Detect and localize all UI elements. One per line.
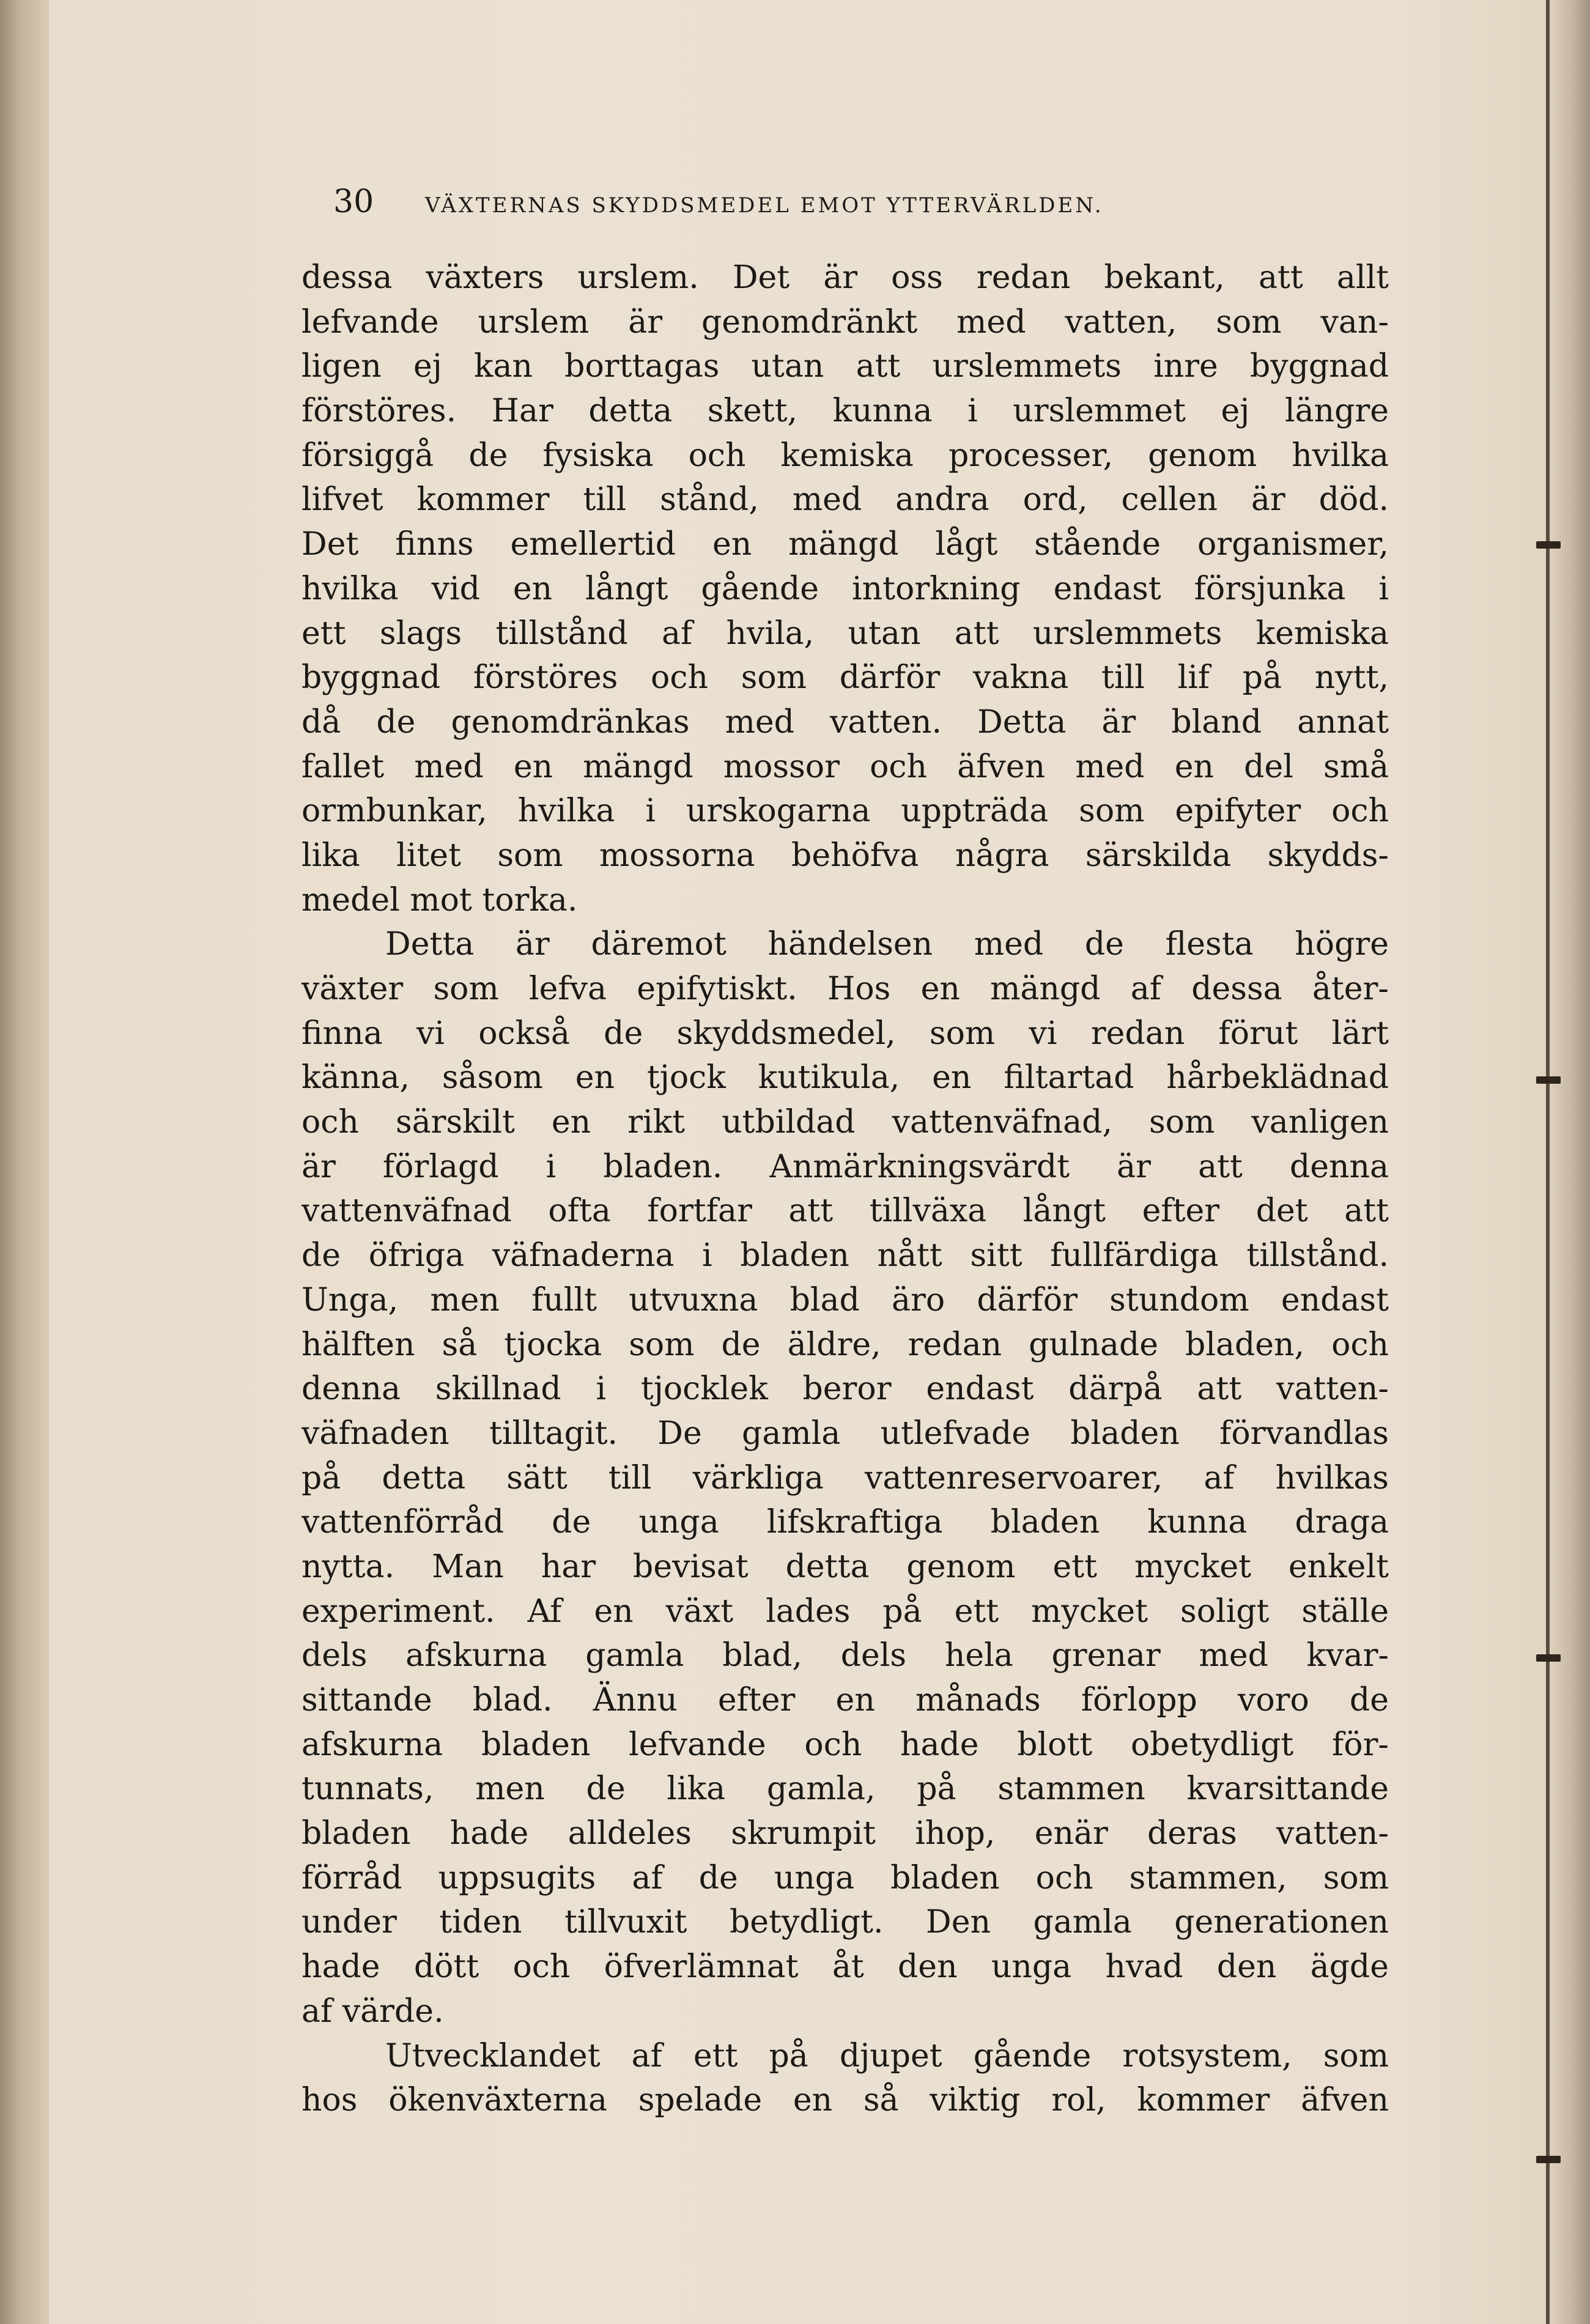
edge-mark: [1536, 1076, 1561, 1084]
text-line: vattenförråd de unga lifskraftiga bladen kunna draga: [301, 1504, 1389, 1541]
text-line: lifvet kommer till stånd, med andra ord, cellen är död.: [301, 481, 1389, 519]
text-line: medel mot torka.: [301, 881, 578, 919]
text-line: de öfriga väfnaderna i bladen nått sitt fullfärdiga tillstånd.: [301, 1237, 1389, 1275]
text-line: väfnaden tilltagit. De gamla utlefvade bladen förvandlas: [301, 1415, 1389, 1452]
text-line: dessa växters urslem. Det är oss redan bekant, att allt: [301, 259, 1389, 296]
text-line: hälften så tjocka som de äldre, redan gulnade bladen, och: [301, 1326, 1389, 1363]
text-line: ormbunkar, hvilka i urskogarna uppträda som epifyter och: [301, 793, 1389, 830]
page-edge-line: [1546, 0, 1550, 2324]
text-line: då de genomdränkas med vatten. Detta är bland annat: [301, 703, 1389, 741]
text-line: sittande blad. Ännu efter en månads förlopp voro de: [301, 1682, 1389, 1719]
text-line: hos ökenväxterna spelade en så viktig rol, kommer äfven: [301, 2082, 1389, 2119]
text-line: experiment. Af en växt lades på ett mycket soligt ställe: [301, 1593, 1389, 1630]
edge-mark: [1536, 1654, 1561, 1662]
text-line: Det finns emellertid en mängd lågt stående organismer,: [301, 526, 1389, 563]
page-header: [333, 183, 1263, 226]
page-edge-shadow: [1547, 0, 1590, 2324]
running-title: VÄXTERNAS SKYDDSMEDEL EMOT YTTERVÄRLDEN.: [425, 193, 1104, 218]
page-number: 30: [333, 183, 374, 220]
text-line: känna, såsom en tjock kutikula, en filtartad hårbeklädnad: [301, 1059, 1389, 1097]
text-line: och särskilt en rikt utbildad vattenväfnad, som vanligen: [301, 1104, 1389, 1141]
text-line: på detta sätt till värkliga vattenreservoarer, af hvilkas: [301, 1459, 1389, 1497]
text-line: Utvecklandet af ett på djupet gående rotsystem, som: [385, 2037, 1389, 2074]
text-line: af värde.: [301, 1993, 444, 2030]
text-line: ett slags tillstånd af hvila, utan att urslemmets kemiska: [301, 615, 1389, 652]
text-line: förstöres. Har detta skett, kunna i urslemmet ej längre: [301, 393, 1389, 430]
text-line: tunnats, men de lika gamla, på stammen kvarsittande: [301, 1771, 1389, 1808]
text-line: ligen ej kan borttagas utan att urslemmets inre byggnad: [301, 348, 1389, 385]
text-line: vattenväfnad ofta fortfar att tillväxa långt efter det att: [301, 1193, 1389, 1230]
text-line: hvilka vid en långt gående intorkning endast försjunka i: [301, 570, 1389, 607]
text-line: hade dött och öfverlämnat åt den unga hvad den ägde: [301, 1948, 1389, 1986]
text-line: är förlagd i bladen. Anmärkningsvärdt är att denna: [301, 1148, 1389, 1185]
edge-mark: [1536, 2156, 1561, 2163]
text-line: finna vi också de skyddsmedel, som vi redan förut lärt: [301, 1015, 1389, 1052]
text-line: lefvande urslem är genomdränkt med vatten, som van-: [301, 303, 1389, 341]
text-line: under tiden tillvuxit betydligt. Den gamla generationen: [301, 1904, 1389, 1941]
text-line: Unga, men fullt utvuxna blad äro därför stundom endast: [301, 1281, 1389, 1319]
text-line: växter som lefva epifytiskt. Hos en mängd af dessa åter-: [301, 971, 1389, 1007]
text-line: försiggå de fysiska och kemiska processer, genom hvilka: [301, 437, 1389, 474]
book-binding-shadow: [0, 0, 49, 2324]
text-line: lika litet som mossorna behöfva några särskilda skydds-: [301, 837, 1389, 874]
text-line: nytta. Man har bevisat detta genom ett mycket enkelt: [301, 1548, 1389, 1585]
text-line: byggnad förstöres och som därför vakna till lif på nytt,: [301, 659, 1389, 697]
body-text: [301, 256, 1389, 2123]
text-line: dels afskurna gamla blad, dels hela grenar med kvar-: [301, 1637, 1389, 1675]
text-line: denna skillnad i tjocklek beror endast därpå att vatten-: [301, 1371, 1389, 1408]
text-line: bladen hade alldeles skrumpit ihop, enär deras vatten-: [301, 1815, 1389, 1852]
text-line: afskurna bladen lefvande och hade blott obetydligt för-: [301, 1726, 1389, 1763]
text-line: förråd uppsugits af de unga bladen och stammen, som: [301, 1859, 1389, 1897]
edge-mark: [1536, 541, 1561, 549]
text-line: Detta är däremot händelsen med de flesta högre: [385, 926, 1389, 963]
text-line: fallet med en mängd mossor och äfven med en del små: [301, 748, 1389, 785]
